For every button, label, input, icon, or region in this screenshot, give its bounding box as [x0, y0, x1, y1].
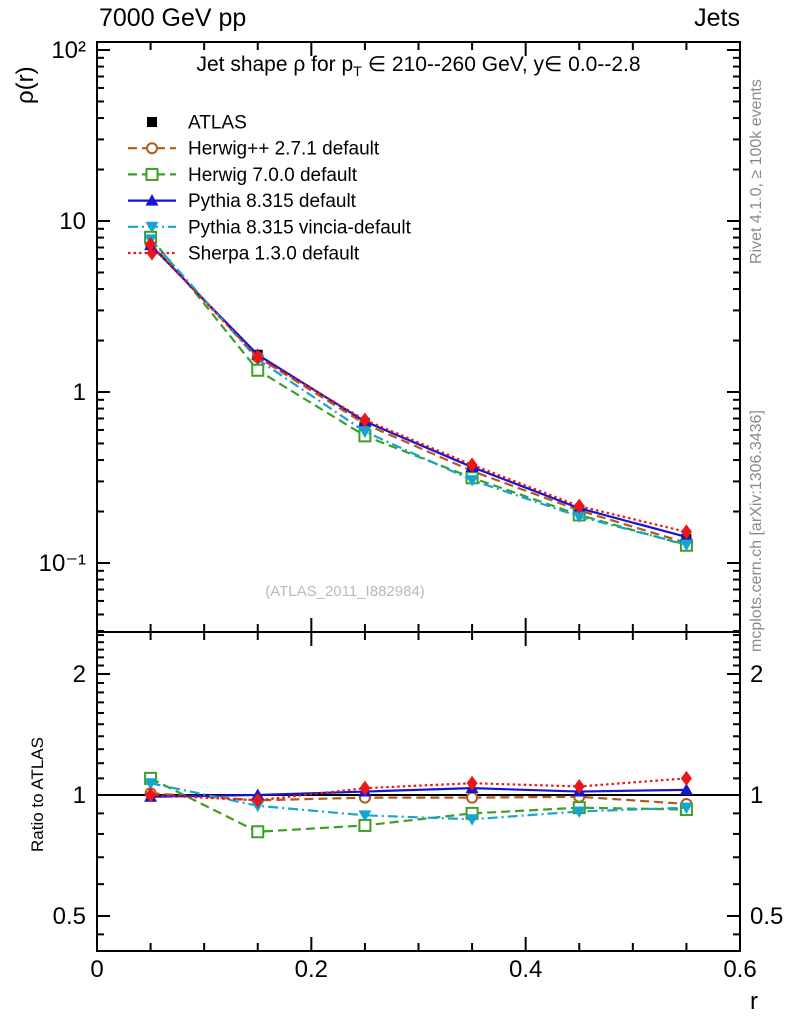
- series-line-main: [151, 245, 687, 537]
- y-tick-label-main: 1: [72, 379, 86, 406]
- data-point-ratio: [252, 826, 263, 837]
- plot-title-sub: T: [353, 64, 362, 81]
- beam-energy-label: 7000 GeV pp: [99, 4, 247, 32]
- y-axis-title: ρ(r): [12, 66, 39, 104]
- x-axis-title: r: [750, 988, 758, 1015]
- series-line-main: [151, 244, 687, 532]
- ratio-axis-title: Ratio to ATLAS: [28, 737, 47, 852]
- series-line-main: [151, 244, 687, 543]
- rivet-version-caption: Rivet 4.1.0, ≥ 100k events: [748, 79, 765, 264]
- legend-item-label: Pythia 8.315 default: [188, 191, 356, 213]
- legend-marker: [147, 117, 157, 127]
- analysis-group-label: Jets: [694, 4, 740, 32]
- data-point-ratio: [467, 793, 477, 803]
- x-tick-label: 0.2: [294, 956, 329, 983]
- series-line-main: [151, 237, 687, 545]
- series-line-ratio: [151, 783, 687, 819]
- legend-marker: [147, 169, 158, 180]
- x-tick-label: 0: [90, 956, 104, 983]
- x-tick-label: 0.4: [508, 956, 543, 983]
- y-tick-label-ratio-left: 0.5: [52, 902, 86, 930]
- series-line-main: [151, 239, 687, 544]
- y-tick-label-main: 10⁻¹: [38, 550, 86, 577]
- legend-item-label: ATLAS: [188, 112, 247, 134]
- analysis-id-watermark: (ATLAS_2011_I882984): [265, 583, 425, 600]
- legend-item-label: Pythia 8.315 vincia-default: [188, 217, 411, 239]
- legend-item-label: Herwig++ 2.7.1 default: [188, 138, 380, 160]
- y-tick-label-main: 10: [59, 208, 86, 235]
- legend-item-label: Herwig 7.0.0 default: [188, 164, 357, 186]
- y-tick-label-ratio-left: 1: [72, 782, 86, 809]
- y-tick-label-ratio-right: 1: [750, 782, 764, 809]
- y-tick-label-ratio-right: 0.5: [750, 902, 784, 930]
- data-point-ratio: [681, 771, 692, 786]
- plot-title-pre: Jet shape ρ for p: [196, 53, 354, 76]
- series-line-ratio: [151, 778, 687, 831]
- legend-marker: [147, 143, 157, 153]
- x-tick-label: 0.6: [723, 956, 757, 983]
- y-tick-label-ratio-left: 2: [72, 661, 86, 689]
- plot-title: [97, 52, 740, 80]
- data-point-main: [252, 365, 263, 376]
- plot-title-post: ∈ 210--260 GeV, y∈ 0.0--2.8: [361, 53, 641, 76]
- y-tick-label-main: 10²: [51, 37, 86, 64]
- mcplots-source-caption: mcplots.cern.ch [arXiv:1306.3436]: [748, 410, 765, 652]
- legend-item-label: Sherpa 1.3.0 default: [188, 243, 360, 265]
- y-tick-label-ratio-right: 2: [750, 661, 764, 689]
